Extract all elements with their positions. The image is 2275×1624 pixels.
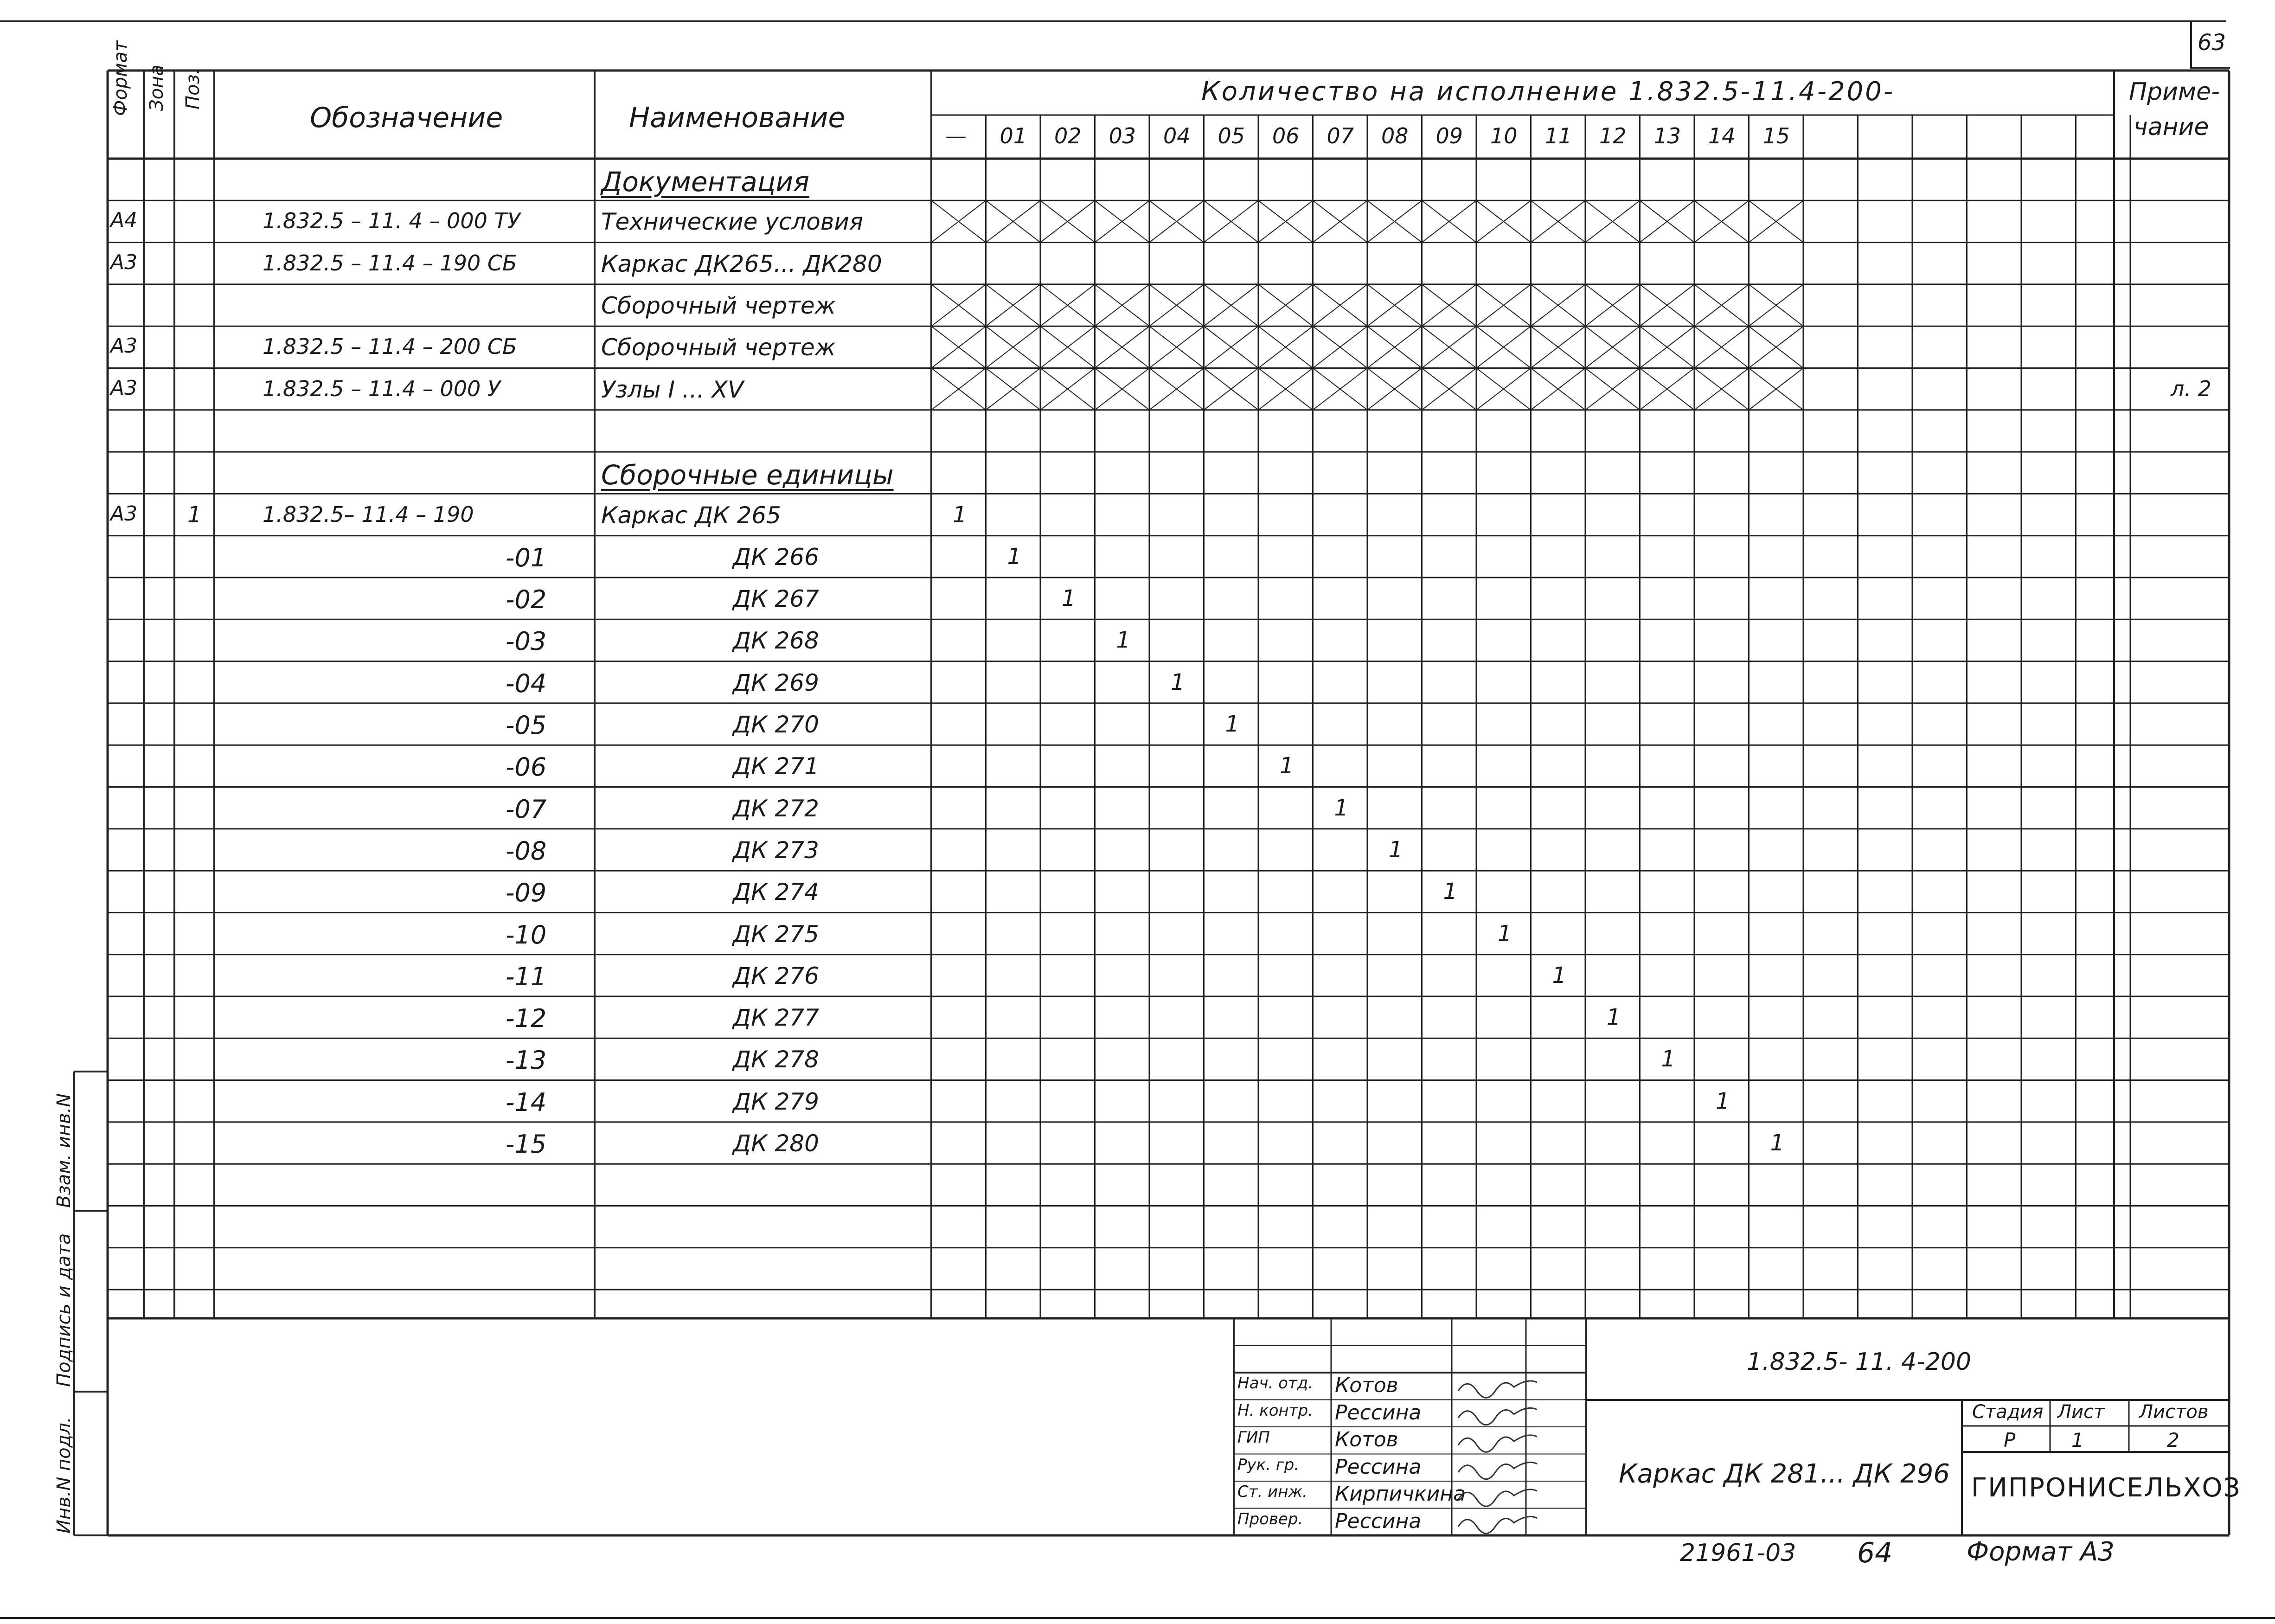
variant-head: 02	[1054, 123, 1082, 148]
header-note-2: чание	[2134, 113, 2209, 141]
qty-mark: 1	[1661, 1046, 1676, 1072]
sheets-label: Листов	[2139, 1401, 2209, 1423]
row-name: ДК 267	[733, 585, 819, 613]
row-des: -13	[506, 1046, 547, 1075]
qty-mark: 1	[953, 501, 967, 528]
variant-head: 12	[1599, 123, 1627, 148]
row-des: -07	[506, 794, 547, 824]
signer-role: Ст. инж.	[1237, 1483, 1307, 1501]
row-name: Каркас ДК 265	[601, 501, 781, 529]
footer-format: Формат А3	[1967, 1537, 2115, 1567]
qty-mark: 1	[1389, 836, 1403, 863]
sheets-value: 2	[2167, 1429, 2179, 1451]
qty-mark: 1	[1716, 1088, 1730, 1114]
variant-head: —	[945, 123, 967, 148]
variant-head: 14	[1708, 123, 1736, 148]
stage-value: Р	[2004, 1429, 2016, 1451]
row-des: -01	[506, 543, 547, 572]
signer-name: Котов	[1335, 1374, 1398, 1397]
variant-head: 06	[1272, 123, 1300, 148]
header-qty-title: Количество на исполнение 1.832.5-11.4-200-	[1201, 77, 1895, 107]
row-des: -10	[506, 920, 547, 950]
row-name: ДК 280	[733, 1130, 819, 1157]
row-des: -04	[506, 668, 547, 698]
row-name: ДК 270	[733, 711, 819, 738]
row-des: 1.832.5 – 11.4 – 190 СБ	[263, 250, 517, 276]
signer-name: Рессина	[1335, 1400, 1422, 1425]
row-name: ДК 279	[733, 1088, 819, 1115]
signer-role: Рук. гр.	[1237, 1455, 1300, 1474]
signer-name: Рессина	[1335, 1509, 1422, 1533]
title-block-code: 1.832.5- 11. 4-200	[1747, 1348, 1972, 1376]
header-format: Формат	[110, 40, 131, 116]
footer-doc-number: 21961-03	[1680, 1539, 1796, 1567]
row-des: -15	[506, 1130, 547, 1159]
sheet-value: 1	[2071, 1429, 2084, 1451]
row-des: 1.832.5 – 11.4 – 200 СБ	[263, 334, 517, 359]
row-fmt: А3	[110, 250, 138, 274]
row-des: -09	[506, 878, 547, 908]
row-des: 1.832.5 – 11.4 – 000 У	[263, 376, 500, 401]
row-name: ДК 273	[733, 836, 819, 864]
signer-role: ГИП	[1237, 1428, 1270, 1447]
row-fmt: А3	[110, 376, 138, 400]
row-des: -12	[506, 1004, 547, 1033]
header-note: Приме-	[2129, 78, 2220, 106]
row-name: Документация	[601, 166, 809, 198]
qty-mark: 1	[1552, 962, 1567, 989]
signer-role: Провер.	[1237, 1509, 1303, 1528]
qty-mark: 1	[1171, 669, 1185, 695]
row-fmt: А3	[110, 334, 138, 358]
variant-head: 15	[1762, 123, 1790, 148]
title-block-title: Каркас ДК 281... ДК 296	[1619, 1459, 1950, 1489]
row-des: -14	[506, 1087, 547, 1117]
row-des: -05	[506, 711, 547, 740]
qty-mark: 1	[1062, 585, 1076, 612]
header-zone: Зона	[146, 64, 167, 111]
row-name: Технические условия	[601, 208, 863, 236]
org-name: ГИПРОНИСЕЛЬХОЗ	[1971, 1473, 2241, 1503]
row-name: Сборочные единицы	[601, 459, 894, 491]
signer-name: Кирпичкина	[1335, 1482, 1466, 1506]
row-name: ДК 269	[733, 669, 819, 696]
qty-mark: 1	[1225, 711, 1240, 738]
row-des: -06	[506, 752, 547, 782]
row-name: ДК 266	[733, 543, 819, 571]
qty-mark: 1	[1116, 627, 1131, 654]
signer-role: Н. контр.	[1237, 1401, 1313, 1420]
variant-head: 10	[1490, 123, 1518, 148]
row-name: Каркас ДК265... ДК280	[601, 250, 882, 277]
variant-head: 08	[1381, 123, 1409, 148]
row-name: ДК 272	[733, 795, 819, 822]
row-name: ДК 268	[733, 627, 819, 655]
row-des: 1.832.5 – 11. 4 – 000 ТУ	[263, 208, 520, 234]
row-name: Сборочный чертеж	[601, 334, 836, 361]
variant-head: 07	[1327, 123, 1354, 148]
row-pos: 1	[187, 501, 202, 528]
side-label-replace-inv: Взам. инв.N	[53, 1093, 75, 1208]
row-name: ДК 277	[733, 1004, 819, 1032]
page-number: 63	[2198, 30, 2226, 56]
variant-head: 11	[1544, 123, 1572, 148]
signer-role: Нач. отд.	[1237, 1374, 1314, 1393]
row-name: Сборочный чертеж	[601, 292, 836, 320]
side-label-inv-original: Инв.N подл.	[53, 1417, 75, 1534]
row-fmt: А3	[110, 501, 138, 526]
row-des: 1.832.5– 11.4 – 190	[263, 501, 474, 527]
header-pos: Поз.	[182, 68, 204, 109]
side-label-signature-date: Подпись и дата	[53, 1233, 75, 1387]
row-name: ДК 278	[733, 1046, 819, 1073]
qty-mark: 1	[1280, 753, 1294, 779]
header-designation: Обозначение	[310, 102, 503, 134]
qty-mark: 1	[1607, 1004, 1621, 1031]
signer-name: Котов	[1335, 1428, 1398, 1451]
stage-label: Стадия	[1972, 1401, 2044, 1423]
row-name: Узлы I ... XV	[601, 376, 744, 403]
row-des: -02	[506, 585, 547, 615]
variant-head: 04	[1163, 123, 1191, 148]
variant-head: 05	[1218, 123, 1245, 148]
footer-page: 64	[1857, 1537, 1893, 1569]
variant-head: 03	[1109, 123, 1136, 148]
row-des: -08	[506, 836, 547, 866]
row-des: -11	[506, 962, 547, 991]
row-name: ДК 274	[733, 879, 819, 906]
row-fmt: А4	[110, 208, 138, 232]
qty-mark: 1	[1334, 795, 1349, 821]
signer-name: Рессина	[1335, 1455, 1422, 1479]
variant-head: 13	[1653, 123, 1681, 148]
qty-mark: 1	[1770, 1130, 1785, 1156]
qty-mark: 1	[1007, 543, 1022, 570]
qty-mark: 1	[1498, 920, 1512, 947]
header-name: Наименование	[629, 102, 846, 134]
qty-mark: 1	[1443, 879, 1458, 905]
row-name: ДК 271	[733, 753, 819, 780]
row-note: л. 2	[2171, 376, 2211, 401]
row-name: ДК 275	[733, 920, 819, 948]
row-name: ДК 276	[733, 962, 819, 989]
sheet-label: Лист	[2057, 1401, 2105, 1423]
variant-head: 09	[1435, 123, 1463, 148]
variant-head: 01	[1000, 123, 1027, 148]
row-des: -03	[506, 627, 547, 656]
